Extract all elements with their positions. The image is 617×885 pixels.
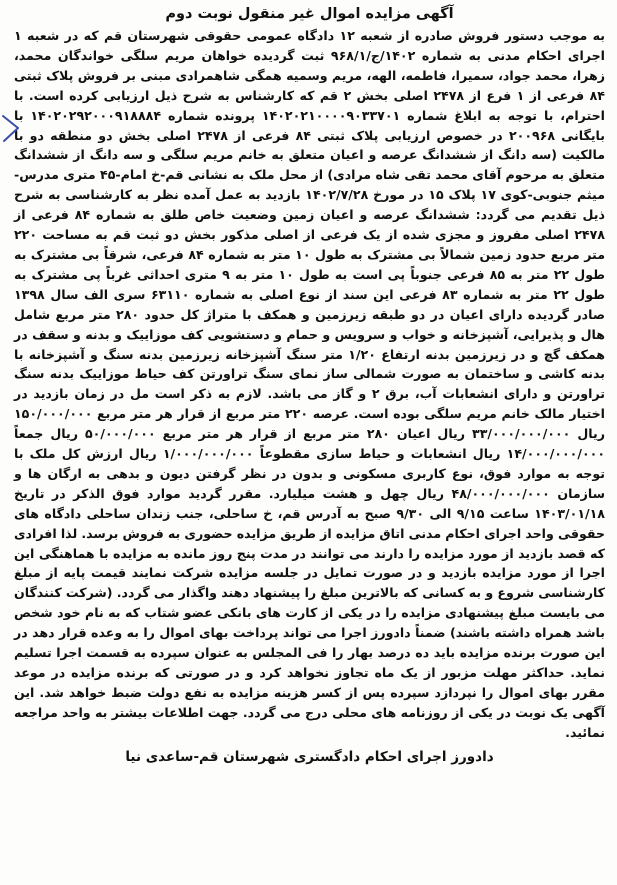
notice-title: آگهی مزایده اموال غیر منقول نوبت دوم bbox=[165, 6, 454, 22]
pen-check-mark-icon bbox=[0, 112, 24, 144]
notice-signature: دادورز اجرای احکام دادگستری شهرستان قم-ساعدی نیا bbox=[125, 748, 494, 765]
notice-body: به موجب دستور فروش صادره از شعبه ۱۲ دادگاه عمومی حقوقی شهرستان قم که در شعبه ۱ اجرای احکام مدنی به شماره ۱۴۰۲/ج/۹۶۸/۱ ثبت گردیده خواهان مریم سلگی خواندگان محمد، زهرا، محمد جواد، سمیرا، فاطمه، الهه، مریم وسمیه همگی شاهمرادی مبنی بر فروش پلاک ثبتی ۸۴ فرعی از ۱ فرع از ۲۴۷۸ اصلی بخش ۲ قم که کارشناس به شرح ذیل ارزیابی کرده است. با احترام، با توجه به ابلاغ شماره ۱۴۰۲۰۲۱۰۰۰۰۹۰۳۳۷۰۱ پرونده شماره ۱۴۰۲۰۲۹۲۰۰۰۹۱۸۸۸۴ با بایگانی ۲۰۰۹۶۸ در خصوص ارزیابی پلاک ثبتی ۸۴ فرعی از ۲۴۷۸ اصلی بخش دو منطقه دو با مالکیت (سه دانگ از ششدانگ عرصه و اعیان متعلق به خانم مریم سلگی و سه دانگ از ششدانگ متعلق به مرحوم آقای محمد تقی شاه مرادی) از محل ملک به نشانی قم-خ امام-۴۵ متری مدرس-میثم جنوبی-کوی ۱۷ پلاک ۱۵ در مورخ ۱۴۰۲/۷/۲۸ بازدید به عمل آمده نظر به کارشناسی به شرح ذیل تقدیم می گردد: ششدانگ عرصه و اعیان زمین وضعیت خاص طلق به شماره ۸۴ فرعی از ۲۴۷۸ اصلی مفروز و مجزی شده از یک فرعی از اصلی مذکور بخش دو ثبت قم به مساحت ۲۲۰ متر مربع حدود زمین شمالاً بی مشترک به طول ۱۰ متر به شماره ۸۴ فرعی، شرقاً بی مشترک به طول ۲۲ متر به ۸۵ فرعی جنوباً پی است به طول ۱۰ متر به ۹ متری احداثی غرباً پی مشترک به طول ۲۲ متر به شماره ۸۳ فرعی این سند از نوع اصلی به شماره ۶۳۱۱۰ سری الف سال ۱۳۹۸ صادر گردیده دارای اعیان در دو طبقه زیرزمین و همکف با متراژ کل حدود ۲۸۰ متر مربع شامل هال و پذیرایی، آشپزخانه و خواب و سرویس و حمام و دستشویی کف موزاییک و بدنه و سقف در همکف گچ و در زیرزمین بدنه ارتفاع ۱/۲۰ متر سنگ آشپزخانه زیرزمین بدنه سنگ و آشپزخانه با بدنه کاشی و ساختمان به صورت شمالی ساز نمای سنگ تراورتن کف حیاط موزاییک بدنه سنگ تراورتن و دارای انشعابات آب، برق ۲ و گاز می باشد. لازم به ذکر است مل در زمان بازدید در اختیار مالک خانم مریم سلگی بوده است. عرصه ۲۲۰ متر مربع از قرار هر متر مربع ۱۵۰/۰۰۰/۰۰۰ ریال ۳۳/۰۰۰/۰۰۰/۰۰۰ ریال اعیان ۲۸۰ متر مربع از قرار هر متر مربع ۵۰/۰۰۰/۰۰۰ ریال جمعاً ۱۴/۰۰۰/۰۰۰/۰۰۰ ریال انشعابات و حیاط سازی مقطوعاً ۱/۰۰۰/۰۰۰/۰۰۰ ریال ارزش کل ملک با توجه به موارد فوق، نوع کاربری مسکونی و بدون در نظر گرفتن دیون و بدهی به ارگان ها و سازمان ۴۸/۰۰۰/۰۰۰/۰۰۰ ریال چهل و هشت میلیارد. مقرر گردید موارد فوق الذکر در تاریخ ۱۴۰۳/۰۱/۱۸ ساعت ۹/۱۵ الی ۹/۳۰ صبح به آدرس قم، خ ساحلی، جنب زندان ساحلی دادگاه های حقوقی واحد اجرای احکام مدنی اتاق مزایده از طریق مزایده حضوری به فروش برسد. لذا افرادی که قصد بازدید از مورد مزایده را دارند می توانند در مدت پنج روز مانده به مزایده با هماهنگی این اجرا از مورد مزایده بازدید و در صورت تمایل در جلسه مزایده شرکت نمایند قیمت پایه از مبلغ کارشناسی شروع و به کسانی که بالاترین مبلغ را پیشنهاد دهند واگذار می گردد. (شرکت کنندگان می بایست مبلغ پیشنهادی مزایده را در یکی از کارت های بانکی عضو شتاب که به نام خود شخص باشد همراه داشته باشند) ضمناً دادورز اجرا می تواند پرداخت بهای اموال را به وعده قرار دهد در این صورت برنده مزایده باید ده درصد بهار را فی المجلس به عنوان سپرده به قسمت اجرا تسلیم نماید. حداکثر مهلت مزبور از یک ماه تجاوز نخواهد کرد و در صورتی که برنده مزایده در موعد مقرر بهای اموال را نپردازد سپرده پس از کسر هزینه مزایده به نفع دولت ضبط خواهد شد. این آگهی یک نوبت در یکی از روزنامه های محلی درج می گردد. جهت اطلاعات بیشتر به واحد مراجعه نمائید. bbox=[14, 28, 606, 740]
